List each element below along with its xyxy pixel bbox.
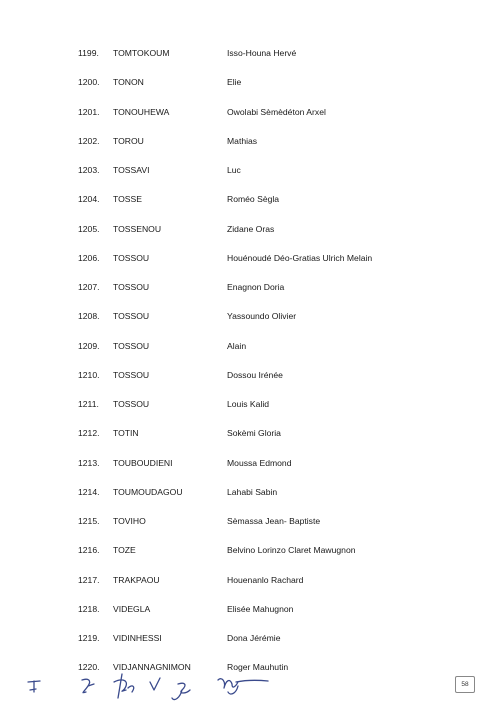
entry-last-name: TOROU (113, 135, 144, 146)
entry-first-names: Sèmassa Jean- Baptiste (227, 516, 321, 526)
list-item (0, 486, 500, 515)
list-item (0, 252, 500, 281)
list-item (0, 457, 500, 486)
entry-last-name: TOSSOU (113, 311, 150, 322)
list-item (0, 106, 500, 135)
entry-first-names: Moussa Edmond (227, 457, 292, 468)
entry-number: 1203. (78, 165, 100, 175)
entry-last-name: TOUMOUDAGOU (113, 486, 183, 497)
entry-last-name: VIDINHESSI (113, 633, 162, 643)
list-item (0, 47, 500, 76)
entry-number: 1216. (78, 545, 100, 556)
name-list (0, 47, 500, 691)
entry-first-names: Alain (227, 340, 247, 351)
entry-last-name: TOSSOU (113, 369, 150, 380)
entry-number: 1207. (78, 282, 100, 292)
entry-last-name: TOSSOU (113, 282, 150, 292)
entry-first-names: Mathias (227, 135, 258, 146)
entry-first-names: Luc (227, 165, 241, 175)
entry-last-name: VIDJANNAGNIMON (113, 662, 191, 673)
entry-last-name: TOSSOU (113, 399, 150, 409)
list-item (0, 76, 500, 105)
entry-last-name: TOSSE (113, 194, 142, 205)
entry-first-names: Dona Jérémie (227, 633, 281, 643)
list-item (0, 310, 500, 339)
entry-first-names: Isso-Houna Hervé (227, 48, 297, 58)
entry-number: 1209. (78, 340, 100, 351)
entry-last-name: TOSSOU (113, 252, 150, 263)
entry-number: 1213. (78, 457, 100, 468)
list-item (0, 340, 500, 369)
entry-number: 1217. (78, 574, 100, 585)
entry-last-name: TOTIN (113, 428, 139, 439)
entry-first-names: Enagnon Doria (227, 282, 285, 292)
entry-last-name: VIDEGLA (113, 603, 151, 614)
list-item (0, 281, 500, 310)
entry-last-name: TOZE (113, 545, 136, 556)
entry-number: 1219. (78, 633, 100, 643)
entry-first-names: Yassoundo Olivier (227, 311, 297, 322)
entry-first-names: Roméo Sègla (227, 194, 280, 205)
entry-last-name: TOSSAVI (113, 165, 150, 175)
page-number: 58 (455, 676, 475, 693)
entry-number: 1199. (78, 48, 99, 58)
list-item (0, 603, 500, 632)
entry-last-name: TOSSENOU (113, 223, 162, 234)
entry-number: 1218. (78, 603, 100, 614)
entry-first-names: Houénoudé Déo-Gratias Ulrich Melain (227, 252, 373, 263)
entry-first-names: Zidane Oras (227, 223, 275, 234)
list-item (0, 223, 500, 252)
entry-first-names: Elie (227, 77, 242, 88)
entry-first-names: Sokèmi Gloria (227, 428, 281, 439)
entry-first-names: Dossou Irénée (227, 369, 283, 380)
entry-number: 1211. (78, 399, 99, 409)
list-item (0, 632, 500, 661)
entry-number: 1204. (78, 194, 100, 205)
list-item (0, 427, 500, 456)
entry-first-names: Elisée Mahugnon (227, 603, 294, 614)
entry-number: 1210. (78, 369, 100, 380)
entry-number: 1201. (78, 106, 100, 117)
entry-number: 1202. (78, 135, 100, 146)
entry-number: 1214. (78, 486, 100, 497)
entry-number: 1200. (78, 77, 100, 88)
entry-last-name: TOMTOKOUM (113, 48, 170, 58)
handwritten-initials (22, 668, 282, 704)
entry-number: 1215. (78, 516, 100, 526)
list-item (0, 398, 500, 427)
entry-last-name: TOUBOUDIENI (113, 457, 173, 468)
entry-first-names: Lahabi Sabin (227, 486, 278, 497)
list-item (0, 574, 500, 603)
list-item (0, 369, 500, 398)
entry-number: 1206. (78, 252, 100, 263)
entry-number: 1208. (78, 311, 100, 322)
entry-number: 1220. (78, 662, 100, 673)
entry-first-names: Roger Mauhutin (227, 662, 289, 673)
entry-number: 1205. (78, 223, 100, 234)
entry-last-name: TONOUHEWA (113, 106, 170, 117)
list-item (0, 544, 500, 573)
list-item (0, 164, 500, 193)
list-item (0, 193, 500, 222)
entry-first-names: Louis Kalid (227, 399, 270, 409)
entry-last-name: TRAKPAOU (113, 574, 160, 585)
entry-last-name: TOVIHO (113, 516, 146, 526)
entry-first-names: Houenanlo Rachard (227, 574, 304, 585)
entry-first-names: Owolabi Sèmèdéton Arxel (227, 106, 326, 117)
list-item (0, 515, 500, 544)
entry-last-name: TONON (113, 77, 144, 88)
entry-first-names: Belvino Lorinzo Claret Mawugnon (227, 545, 356, 556)
entry-number: 1212. (78, 428, 100, 439)
list-item (0, 135, 500, 164)
entry-last-name: TOSSOU (113, 340, 150, 351)
